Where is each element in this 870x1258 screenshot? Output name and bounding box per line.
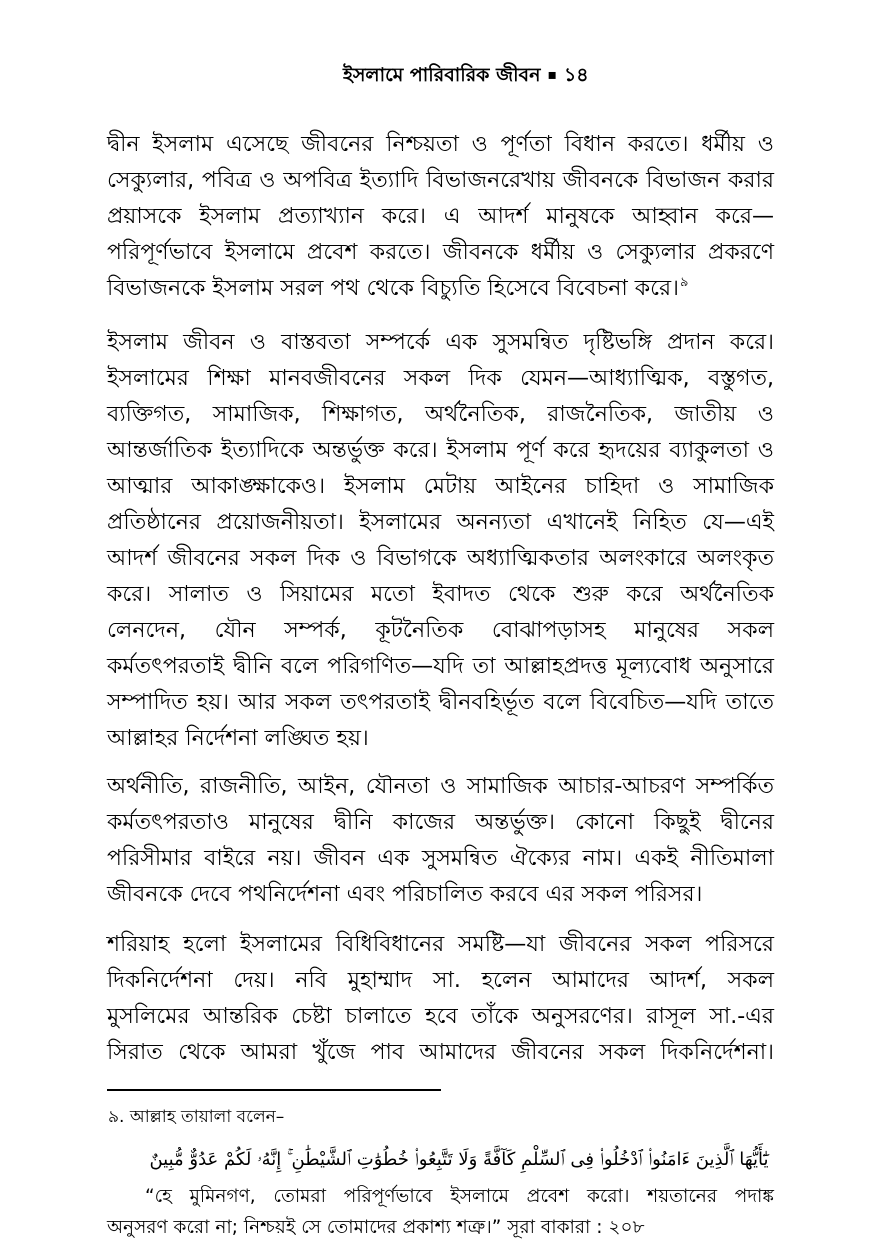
footnote-translation [107,1181,774,1243]
text-line: সিরাত থেকে আমরা খুঁজে পাব আমাদের জীবনের সকল দিকনির্দেশনা। [107,1040,774,1065]
translation-line: “হে মুমিনগণ, তোমরা পরিপূর্ণভাবে ইসলামে প্রবেশ করো। শয়তানের পদাঙ্ক [145,1186,774,1207]
arabic-verse: يَٰٓأَيُّهَا ٱلَّذِينَ ءَامَنُوا۟ ٱدْخُلُوا۟ فِى ٱلسِّلْمِ كَآفَّةً وَلَا تَتَّبِعُوا۟ خُطُوَٰتِ ٱلشَّيْطَٰنِ ۚ إِنَّهُۥ لَكُمْ عَدُوٌّ مُّبِينٌ [149,1149,769,1170]
text-line: ইসলামের শিক্ষা মানবজীবনের সকল দিক যেমন—আধ্যাত্মিক, বস্তুগত, [107,366,774,391]
paragraph [107,927,774,1071]
paragraph [107,325,774,757]
footnote-label: ৯. আল্লাহ তায়ালা বলেন– [108,1107,285,1127]
page-header [343,61,589,89]
page-number: ১৪ [563,64,589,86]
text-line: পরিসীমার বাইরে নয়। জীবন এক সুসমন্বিত ঐক্যের নাম। একই নীতিমালা [107,846,774,871]
text-line: লেনদেন, যৌন সম্পর্ক, কূটনৈতিক বোঝাপড়াসহ মানুষের সকল [107,618,774,643]
text-line [107,271,774,307]
text-line: ইসলাম জীবন ও বাস্তবতা সম্পর্কে এক সুসমন্বিত দৃষ্টিভঙ্গি প্রদান করে। [107,330,774,355]
header-title: ইসলামে পারিবারিক জীবন [343,64,541,86]
text-line: আদর্শ জীবনের সকল দিক ও বিভাগকে অধ্যাত্মিকতার অলংকারে অলংকৃত [107,546,774,571]
translation-line: অনুসরণ করো না; নিশ্চয়ই সে তোমাদের প্রকাশ্য শত্রু।” সূরা বাকারা : ২০৮ [107,1217,645,1238]
text-line: সেক্যুলার, পবিত্র ও অপবিত্র ইত্যাদি বিভাজনরেখায় জীবনকে বিভাজন করার [107,168,774,193]
text-line: পরিপূর্ণভাবে ইসলামে প্রবেশ করতে। জীবনকে ধর্মীয় ও সেক্যুলার প্রকরণে [107,240,774,265]
text-line: জীবনকে দেবে পথনির্দেশনা এবং পরিচালিত করবে এর সকল পরিসর। [107,882,703,907]
text-line: আল্লাহর নির্দেশনা লঙ্ঘিত হয়। [107,726,369,751]
footnote-divider [107,1089,441,1091]
footnote-reference: ৯ [680,275,689,290]
text-line: করে। সালাত ও সিয়ামের মতো ইবাদত থেকে শুরু করে অর্থনৈতিক [107,582,774,607]
text-line: দ্বীন ইসলাম এসেছে জীবনের নিশ্চয়তা ও পূর্ণতা বিধান করতে। ধর্মীয় ও [107,132,774,157]
text-line: অর্থনীতি, রাজনীতি, আইন, যৌনতা ও সামাজিক আচার-আচরণ সম্পর্কিত [107,774,774,799]
text-line: আত্মার আকাঙ্ক্ষাকেও। ইসলাম মেটায় আইনের চাহিদা ও সামাজিক [107,474,774,499]
text-line: সম্পাদিত হয়। আর সকল তৎপরতাই দ্বীনবহির্ভূত বলে বিবেচিত—যদি তাতে [107,690,774,715]
text-line: কর্মতৎপরতাও মানুষের দ্বীনি কাজের অন্তর্ভুক্ত। কোনো কিছুই দ্বীনের [107,810,774,835]
paragraph [107,769,774,913]
paragraph [107,127,774,307]
text-line: আন্তর্জাতিক ইত্যাদিকে অন্তর্ভুক্ত করে। ইসলাম পূর্ণ করে হৃদয়ের ব্যাকুলতা ও [107,438,774,463]
text-line: প্রয়াসকে ইসলাম প্রত্যাখ্যান করে। এ আদর্শ মানুষকে আহ্বান করে— [107,204,774,229]
text-line: মুসলিমের আন্তরিক চেষ্টা চালাতে হবে তাঁকে অনুসরণের। রাসূল সা.-এর [107,1004,774,1029]
header-separator: ▪ [547,67,557,83]
text-line: কর্মতৎপরতাই দ্বীনি বলে পরিগণিত—যদি তা আল্লাহপ্রদত্ত মূল্যবোধ অনুসারে [107,654,774,679]
text-line-content: বিভাজনকে ইসলাম সরল পথ থেকে বিচ্যুতি হিসেবে বিবেচনা করে। [107,276,679,301]
text-line: ব্যক্তিগত, সামাজিক, শিক্ষাগত, অর্থনৈতিক, রাজনৈতিক, জাতীয় ও [107,402,774,427]
text-line: দিকনির্দেশনা দেয়। নবি মুহাম্মাদ সা. হলেন আমাদের আদর্শ, সকল [107,968,774,993]
text-line: শরিয়াহ হলো ইসলামের বিধিবিধানের সমষ্টি—যা জীবনের সকল পরিসরে [107,932,774,957]
text-line: প্রতিষ্ঠানের প্রয়োজনীয়তা। ইসলামের অনন্যতা এখানেই নিহিত যে—এই [107,510,774,535]
